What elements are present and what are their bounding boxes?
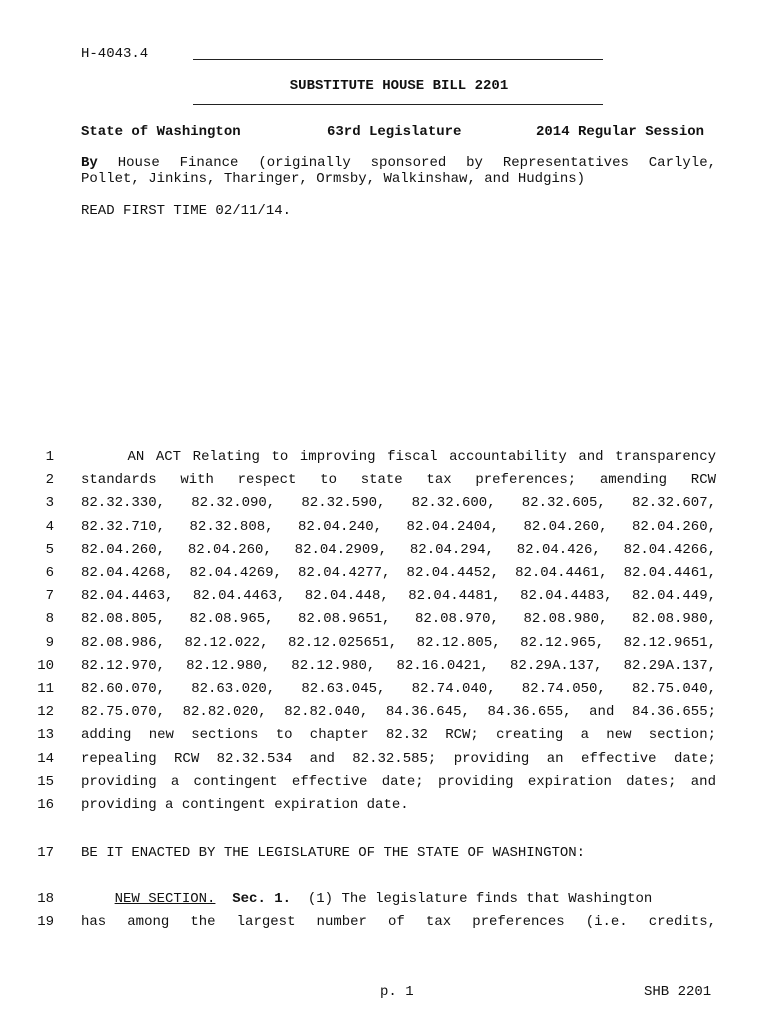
line-number: 3 (45, 495, 54, 511)
line-number: 1 (45, 449, 54, 465)
bill-text-line: adding new sections to chapter 82.32 RCW; creating a new section; (81, 727, 716, 743)
section-1-line-2: has among the largest number of tax preferences (i.e. credits, (81, 914, 716, 930)
new-section-label: NEW SECTION. (114, 891, 216, 907)
enacting-clause: BE IT ENACTED BY THE LEGISLATURE OF THE STATE OF WASHINGTON: (81, 845, 586, 861)
bill-text-line: 82.12.970, 82.12.980, 82.12.980, 82.16.0421, 82.29A.137, 82.29A.137, (81, 658, 716, 674)
document-code: H-4043.4 (81, 46, 149, 62)
line-number: 17 (37, 845, 54, 861)
line-number: 10 (37, 658, 54, 674)
bill-text-line: AN ACT Relating to improving fiscal accountability and transparency (81, 449, 716, 465)
line-number: 12 (37, 704, 54, 720)
line-number: 9 (45, 635, 54, 651)
line-number: 19 (37, 914, 54, 930)
header-rule-top (193, 59, 603, 60)
footer-bill-id: SHB 2201 (644, 984, 712, 1000)
section-1-line (81, 891, 652, 907)
bill-text-line: providing a contingent expiration date. (81, 797, 409, 813)
bill-text-line: repealing RCW 82.32.534 and 82.32.585; providing an effective date; (81, 751, 716, 767)
bill-text-line: 82.04.260, 82.04.260, 82.04.2909, 82.04.294, 82.04.426, 82.04.4266, (81, 542, 716, 558)
state-name: State of Washington (81, 124, 241, 140)
line-number: 4 (45, 519, 54, 535)
line-number: 8 (45, 611, 54, 627)
line-number: 7 (45, 588, 54, 604)
sponsors-line-2: Pollet, Jinkins, Tharinger, Ormsby, Walkinshaw, and Hudgins) (81, 171, 586, 187)
bill-text-line: 82.04.4268, 82.04.4269, 82.04.4277, 82.04.4452, 82.04.4461, 82.04.4461, (81, 565, 716, 581)
bill-text-line: 82.08.986, 82.12.022, 82.12.025651, 82.12.805, 82.12.965, 82.12.9651, (81, 635, 716, 651)
line-number: 15 (37, 774, 54, 790)
line-number: 2 (45, 472, 54, 488)
sponsors-line-1 (81, 155, 716, 171)
section-number: Sec. 1. (232, 891, 292, 907)
bill-text-line: 82.08.805, 82.08.965, 82.08.9651, 82.08.970, 82.08.980, 82.08.980, (81, 611, 716, 627)
page-number: p. 1 (380, 984, 414, 1000)
section-1-text: (1) The legislature finds that Washington (291, 891, 653, 907)
bill-text-line: 82.32.330, 82.32.090, 82.32.590, 82.32.600, 82.32.605, 82.32.607, (81, 495, 716, 511)
bill-text-line: 82.32.710, 82.32.808, 82.04.240, 82.04.2404, 82.04.260, 82.04.260, (81, 519, 716, 535)
session: 2014 Regular Session (536, 124, 705, 140)
line-number: 14 (37, 751, 54, 767)
read-first-time: READ FIRST TIME 02/11/14. (81, 203, 292, 219)
legislature: 63rd Legislature (327, 124, 462, 140)
line-number: 6 (45, 565, 54, 581)
bill-text-line: 82.75.070, 82.82.020, 82.82.040, 84.36.645, 84.36.655, and 84.36.655; (81, 704, 716, 720)
header-rule-bottom (193, 104, 603, 105)
bill-text-line: 82.04.4463, 82.04.4463, 82.04.448, 82.04.4481, 82.04.4483, 82.04.449, (81, 588, 716, 604)
sponsors-text-1: House Finance (originally sponsored by Representatives Carlyle, (117, 155, 716, 171)
bill-text-line: providing a contingent effective date; providing expiration dates; and (81, 774, 716, 790)
bill-text-line: standards with respect to state tax preferences; amending RCW (81, 472, 716, 488)
bill-title: SUBSTITUTE HOUSE BILL 2201 (289, 78, 509, 94)
bill-text-line: 82.60.070, 82.63.020, 82.63.045, 82.74.040, 82.74.050, 82.75.040, (81, 681, 716, 697)
line-number: 11 (37, 681, 54, 697)
line-number: 5 (45, 542, 54, 558)
line-number: 13 (37, 727, 54, 743)
line-number: 18 (37, 891, 54, 907)
by-label: By (81, 155, 98, 171)
line-number: 16 (37, 797, 54, 813)
